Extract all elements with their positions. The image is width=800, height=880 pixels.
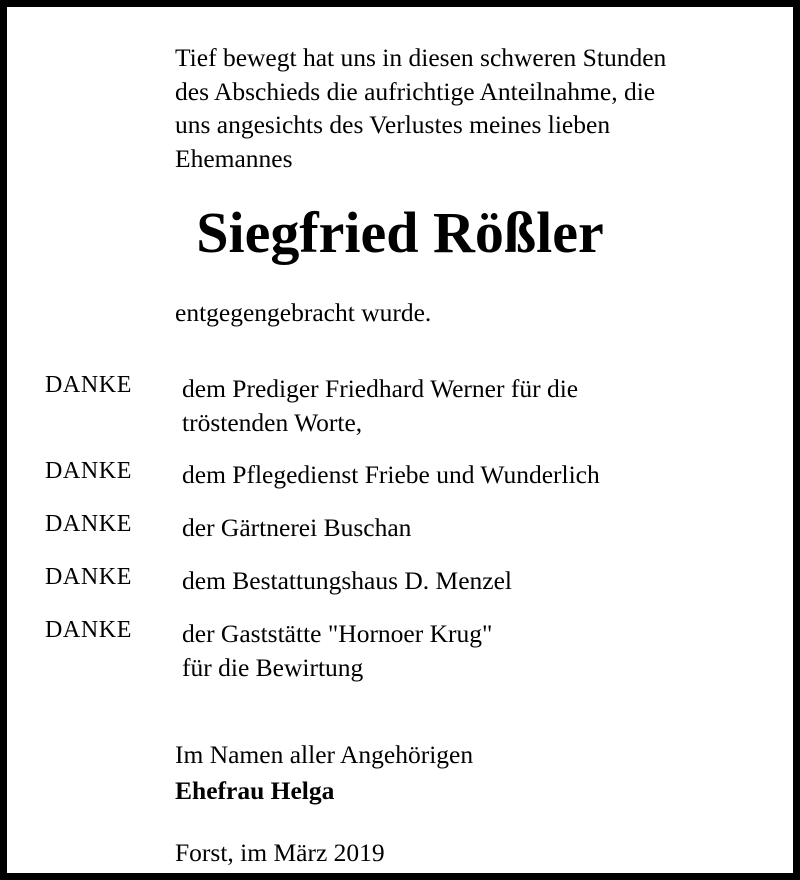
closing-signature: Ehefrau Helga: [175, 775, 335, 805]
thanks-label: DANKE: [45, 564, 132, 591]
thanks-row: [45, 564, 755, 598]
thanks-list: [45, 372, 755, 685]
thanks-text-line: dem Bestattungshaus D. Menzel: [182, 566, 513, 596]
thanks-text: [182, 511, 411, 545]
thanks-text-line: dem Prediger Friedhard Werner für die: [182, 373, 579, 403]
thanks-text-line: der Gärtnerei Buschan: [182, 513, 412, 543]
thanks-text-line: tröstenden Worte,: [182, 407, 363, 437]
thanks-text: [182, 564, 512, 598]
intro-line-1: Tief bewegt hat uns in diesen schweren Stunden: [175, 43, 667, 72]
closing-block: [175, 737, 755, 808]
thanks-row: [45, 458, 755, 492]
thanks-label: DANKE: [45, 511, 132, 538]
thanks-row: [45, 617, 755, 685]
deceased-name: Siegfried Rößler: [196, 199, 604, 265]
intro-line-3: uns angesichts des Verlustes meines lieben: [175, 110, 611, 140]
intro-line-2: des Abschieds die aufrichtige Anteilnahme, die: [175, 76, 656, 106]
after-name-text: entgegengebracht wurde.: [175, 297, 432, 327]
thanks-row: [45, 511, 755, 545]
thanks-label: DANKE: [45, 371, 132, 398]
closing-line: Im Namen aller Angehörigen: [175, 739, 474, 769]
intro-line-4: Ehemannes: [175, 143, 293, 173]
intro-text: [175, 41, 775, 176]
thanks-row: [45, 372, 755, 440]
thanks-text: [182, 458, 600, 492]
thanks-text-line: für die Bewirtung: [182, 653, 364, 683]
thanks-text-line: dem Pflegedienst Friebe und Wunderlich: [182, 460, 600, 490]
thanks-text: [182, 372, 578, 440]
place-date: Forst, im März 2019: [175, 838, 385, 868]
thanks-label: DANKE: [45, 617, 132, 644]
thanks-label: DANKE: [45, 458, 132, 485]
thanks-text-line: der Gaststätte "Hornoer Krug": [182, 619, 493, 649]
thanks-text: [182, 617, 492, 685]
